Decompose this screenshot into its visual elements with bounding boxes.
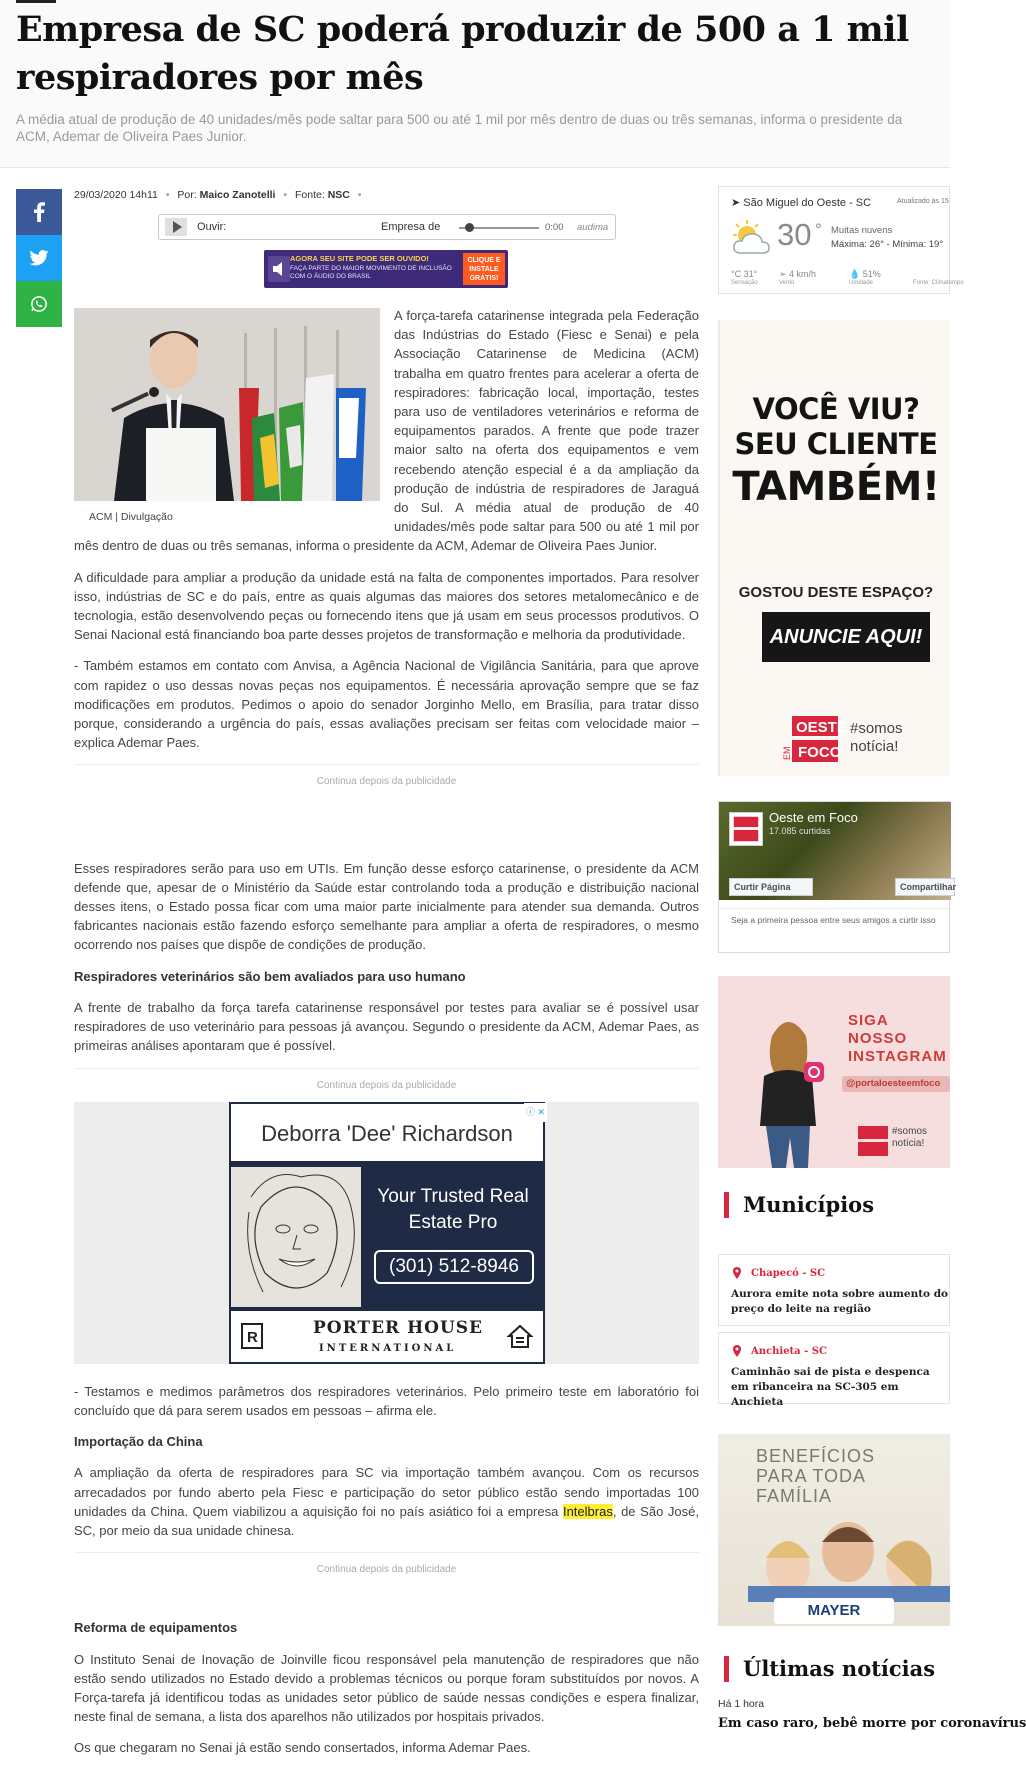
paragraph-2: A dificuldade para ampliar a produção da unidade está na falta de componentes importados. Para resolver isso, indústrias de SC e do país, entre as quais algumas das maiores dos setores metalomecânico e de tecnologia, estão desenvolvendo peças ou fornecendo itens que já usam em seus processos produtivos. O Senai Nacional está financiando boa parte desses projetos de transformação e melhoria da produtividade. <box>74 569 699 643</box>
article-title: Empresa de SC poderá produzir de 500 a 1 mil respiradores por mês <box>16 9 909 98</box>
instagram-handle[interactable]: @portaloesteemfoco <box>842 1076 950 1092</box>
weather-wind: 4 km/h <box>789 269 817 279</box>
speaker-icon <box>268 256 290 282</box>
player-brand[interactable]: audima <box>577 222 609 233</box>
facebook-page-name[interactable]: Oeste em Foco <box>769 810 858 825</box>
municipio-headline[interactable]: Aurora emite nota sobre aumento do preço do leite na região <box>731 1288 949 1315</box>
ad-notice: Continua depois da publicidade <box>74 1552 699 1586</box>
whatsapp-share-button[interactable] <box>16 281 62 327</box>
facebook-share-button[interactable] <box>16 189 62 235</box>
player-label: Ouvir: <box>197 221 227 233</box>
audima-banner-cta[interactable]: CLIQUE E INSTALE GRÁTIS! <box>463 253 505 285</box>
weather-condition: Muitas nuvens <box>831 225 893 236</box>
municipio-news-item[interactable] <box>718 1254 950 1326</box>
municipio-headline[interactable]: Caminhão sai de pista e despenca em ribanceira na SC-305 em Anchieta <box>731 1366 930 1408</box>
ad-pitch: Your Trusted Real Estate Pro <box>377 1185 529 1233</box>
oeste-em-foco-logo-small <box>850 1126 888 1156</box>
audima-banner[interactable] <box>264 250 508 288</box>
facebook-like-button[interactable]: Curtir Página <box>729 878 813 896</box>
instagram-person-image <box>748 1016 828 1168</box>
svg-text:R: R <box>247 1328 258 1346</box>
advertise-button[interactable]: ANUNCIE AQUI! <box>762 612 930 662</box>
paragraph-4: Esses respiradores serão para uso em UTIs. Em função desse esforço catarinense, o presidente da ACM defende que, apesar de o Ministério da Saúde estar controlando toda a produção e distribuição nacional desses itens, o Estado possa ficar com uma maior parte inicialmente para atender sua demanda. Outros fabricantes nacionais estão fazendo esforço semelhante para ampliar a oferta de respiradores, o mesmo ocorrendo nos países que dispõe de condições de produção. <box>74 860 699 953</box>
ad-logo-bar <box>231 1311 543 1362</box>
source-label: Fonte: <box>294 189 325 201</box>
degree-symbol: ° <box>815 220 822 239</box>
municipio-news-item[interactable] <box>718 1332 950 1408</box>
svg-text:EM: EM <box>782 746 792 760</box>
weather-city: ➤ São Miguel do Oeste - SC <box>731 197 872 209</box>
audima-banner-headline: AGORA SEU SITE PODE SER OUVIDO! <box>290 254 429 263</box>
article-meta: 29/03/2020 14h11 • Por: Maico Zanotelli • Fonte: NSC • <box>74 189 362 201</box>
twitter-icon <box>29 250 49 266</box>
paragraph-1: A força-tarefa catarinense integrada pela Federação das Indústrias do Estado (Fiesc e Senai) e pela Associação Catarinense de Medicina (ACM) trabalha em quatro frentes para acelerar a oferta de respiradores: fabricação local, importação, testes para uso de ventiladores veterinários e reforma de equipamentos parados. A frente que pode trazer maior salto na oferta dos equipamentos e vem recebendo atenção especial é a da ampliação da produção de indústria de respiradores de Jaraguá do Sul. A média atual de produção de 40 unidades/mês pode saltar para 500 ou até 1 mil por mês dentro de duas ou três semanas, informa o presidente da ACM, Ademar de Oliveira Paes Junior. <box>74 308 699 554</box>
player-progress-knob[interactable] <box>465 223 474 232</box>
paragraph-9: Os que chegaram no Senai já estão sendo consertados, informa Ademar Paes. <box>74 1740 531 1756</box>
intelbras-highlight[interactable]: Intelbras <box>562 1503 613 1519</box>
paragraph-7: A ampliação da oferta de respiradores para SC via importação também avançou. Com os recursos arrecadados por fundo aberto pela Fiesc e participação do setor público estão sendo importadas 100 unidades da China. Quem viabilizou a aquisição foi no país asiático foi a empresa Intelbras, de São José, SC, por meio da sua unidade chinesa. <box>74 1465 699 1538</box>
oeste-em-foco-logo <box>778 716 847 762</box>
weather-temp: 30 <box>777 217 812 252</box>
paragraph-3: - Também estamos em contato com Anvisa, a Agência Nacional de Vigilância Sanitária, para que aprove com rapidez o uso dessas novas peças nos equipamentos. É necessária aprovação sempre que se faz modificações em produtos. Pedimos o apoio do senador Jorginho Mello, em Brasília, para tratar disso porque, considerando a urgência do país, essas avaliações precisam ser feitas com velocidade maior – explica Ademar Paes. <box>74 658 699 751</box>
twitter-share-button[interactable] <box>16 235 62 281</box>
facebook-share-page-button[interactable]: Compartilhar <box>895 878 955 896</box>
facebook-page-widget[interactable] <box>718 801 957 953</box>
ad-notice: Continua depois da publicidade <box>74 764 699 798</box>
location-pin-icon <box>731 1267 743 1279</box>
display-ad[interactable] <box>74 1102 699 1364</box>
latest-headline[interactable]: Em caso raro, bebê morre por coronavírus <box>718 1716 1026 1731</box>
mayer-logo: MAYER <box>774 1598 894 1624</box>
beneficios-text: BENEFÍCIOS PARA TODA FAMÍLIA <box>756 1446 876 1506</box>
player-title: Empresa de <box>381 221 441 233</box>
ad-notice: Continua depois da publicidade <box>74 1068 699 1102</box>
author-name: Maico Zanotelli <box>199 189 276 201</box>
partly-cloudy-icon <box>729 219 773 259</box>
subheading-reforma: Reforma de equipamentos <box>74 1620 238 1636</box>
facebook-fans: 17.085 curtidas <box>769 826 831 836</box>
facebook-icon <box>33 202 45 222</box>
ad-phone[interactable]: (301) 512-8946 <box>374 1250 534 1284</box>
article-header <box>0 0 950 168</box>
ultimas-heading: Últimas notícias <box>724 1656 935 1682</box>
subheading-veterinarios: Respiradores veterinários são bem avaliados para uso humano <box>74 968 466 984</box>
play-icon[interactable] <box>165 218 187 236</box>
instagram-banner[interactable] <box>718 976 950 1168</box>
paragraph-5: A frente de trabalho da força tarefa catarinense responsável por testes para avaliar se é possível usar respiradores de uso veterinário para pessoas já avançou. Segundo o presidente da ACM, Ademar Paes, as primeiras análises apontaram que é possível. <box>74 999 699 1054</box>
municipio-city[interactable]: Chapecó - SC <box>751 1268 826 1279</box>
ad-slot-empty <box>74 1586 699 1614</box>
municipio-city[interactable]: Anchieta - SC <box>751 1346 827 1357</box>
facebook-friends-text: Seja a primeira pessoa entre seus amigos a curtir isso <box>719 908 951 930</box>
weather-updated: Atualizado às 15 <box>897 198 949 205</box>
humidity-label: Umidade <box>849 280 874 286</box>
sensation-label: Sensação <box>731 280 758 286</box>
advertise-promo[interactable] <box>718 320 950 776</box>
article-photo <box>74 308 380 501</box>
latest-time: Há 1 hora <box>718 1698 765 1710</box>
weather-range: Máxima: 26° - Mínima: 19° <box>831 239 944 250</box>
weather-widget: ➤ São Miguel do Oeste - SC Atualizado às 15 30 ° Muitas nuvens Máxima: 26° - Mínima: 19° °C 31° Sensação ➢ 4 km/h Vento 💧 51% Umidade Fonte: Climatempo <box>718 186 950 294</box>
article-body <box>74 306 699 1770</box>
location-pin-icon <box>731 1345 743 1357</box>
promo-question: GOSTOU DESTE ESPAÇO? <box>738 584 934 601</box>
author-label: Por: <box>177 189 197 201</box>
insta-somos: #somos notícia! <box>892 1126 928 1149</box>
photo-caption: ACM | Divulgação <box>89 511 173 523</box>
ad-portrait <box>231 1167 361 1307</box>
page-logo <box>729 812 763 846</box>
article-lead: A média atual de produção de 40 unidades/mês pode saltar para 500 ou até 1 mil por mês dentro de duas ou três semanas, informa o presidente da ACM, Ademar de Oliveira Paes Junior. <box>16 112 903 144</box>
equal-housing-icon <box>507 1323 533 1349</box>
promo-headline: VOCÊ VIU? SEU CLIENTE TAMBÉM! <box>732 392 940 510</box>
instagram-cta: SIGA NOSSO INSTAGRAM <box>848 1012 947 1065</box>
audima-banner-text: FAÇA PARTE DO MAIOR MOVIMENTO DE INCLUSÃO COM O ÁUDIO DO BRASIL <box>290 265 452 280</box>
weather-source[interactable]: Fonte: Climatempo <box>913 280 964 286</box>
subheading-china: Importação da China <box>74 1434 203 1450</box>
promo-somos: #somos notícia! <box>850 720 903 755</box>
family-image <box>748 1506 950 1602</box>
ad-company: PORTER HOUSE <box>313 1317 484 1338</box>
ad-choices-icon[interactable]: ⓘ ✕ <box>524 1103 547 1122</box>
beneficios-ad[interactable] <box>718 1434 950 1626</box>
municipios-heading: Municípios <box>724 1192 874 1218</box>
real-estate-ad[interactable] <box>229 1102 545 1364</box>
realtor-icon <box>241 1323 263 1349</box>
article-figure <box>74 308 380 527</box>
ad-agent-name: Deborra 'Dee' Richardson <box>231 1104 543 1164</box>
ad-slot-empty <box>74 799 699 859</box>
weather-sensation: 31° <box>743 269 758 279</box>
wind-label: Vento <box>779 280 795 286</box>
player-time: 0:00 <box>545 222 564 233</box>
paragraph-6: - Testamos e medimos parâmetros dos respiradores veterinários. Pelo primeiro teste em laboratório foi concluído que dá para serem usados em pessoas – afirma ele. <box>74 1383 699 1418</box>
source-name: NSC <box>327 189 350 201</box>
publish-date: 29/03/2020 14h11 <box>74 189 158 201</box>
whatsapp-icon <box>30 295 48 313</box>
audio-player <box>158 214 616 240</box>
header-rule <box>16 0 56 3</box>
ad-company-sub: INTERNATIONAL <box>319 1342 457 1354</box>
svg-text:OESTE: OESTE <box>796 719 847 736</box>
weather-humidity: 51% <box>862 269 881 279</box>
svg-text:FOCO: FOCO <box>798 744 842 761</box>
paragraph-8: O Instituto Senai de Inovação de Joinville ficou responsável pela manutenção de respiradores que não estão sendo utilizados no Estado devido a problemas técnicos ou porque foram substituídos por novos. A Força-tarefa já identificou todas as unidades setor público de saúde nessas condições e espera finalizar, neste final de semana, a lista dos aparelhos não utilizados por hospitais privados. <box>74 1651 699 1725</box>
